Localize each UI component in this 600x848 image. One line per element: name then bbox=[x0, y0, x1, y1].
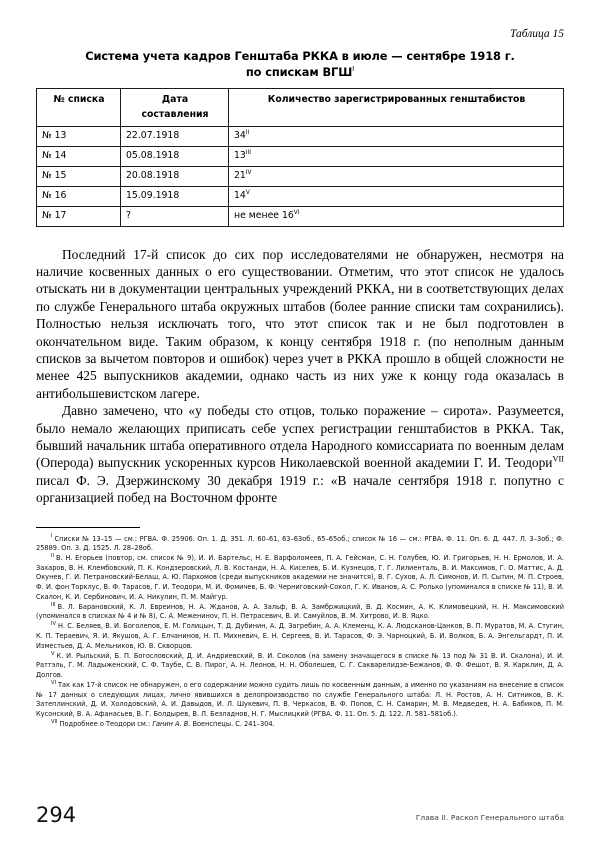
footnote-text: К. И. Рыльский, Б. П. Богословский, Д. И. Андриевский, В. И. Соколов (на замену значащегося в списке № 13 под № 31 В. И. Скалона), И. И. Раттэль, Г. М. Ладыженский, С. Ф. Таубе, С. В. Пирог, А. Н. Леонов, Н. Н. Оболешев, С. Г. Сакварелидзе-Бежанов, Ф. Ф. Фешот, В. Я. Карклин, Д. А. Долгов. bbox=[36, 651, 564, 679]
table-title-line-1: Система учета кадров Генштаба РККА в июле — сентябре 1918 г. bbox=[85, 48, 515, 63]
footnote-separator-rule bbox=[36, 527, 140, 528]
footnote-text: В. Л. Барановский, К. Л. Евреинов, Н. А. Жданов, А. А. Зальф, В. А. Замбржицкий, В. Д. Космин, А. К. Климовецкий, Н. Н. Максимовский (упоминался в списках № 4 и № 8), С. А. Межениноv, П. Н. Петрасевич, В. И. Самуйлов, В. М. Хитрово, И. В. Яцко. bbox=[36, 602, 564, 621]
footnote-iii bbox=[36, 603, 564, 622]
running-head: Глава II. Раскол Генерального штаба bbox=[415, 813, 564, 822]
footnote-marker-ii[interactable]: II bbox=[245, 129, 250, 136]
table-row bbox=[37, 146, 564, 166]
table-row bbox=[37, 166, 564, 186]
footnote-text: Списки № 13–15 — см.: РГВА. Ф. 25906. Оп. 1. Д. 351. Л. 60–61, 63–63об., 65–65об.; список № 16 — см.: РГВА. Ф. 11. Оп. 6. Д. 447. Л. 3–3об.; Ф. 25889. Оп. 3. Д. 1525. Л. 28–28об. bbox=[36, 534, 564, 553]
cell-list-number: № 13 bbox=[37, 126, 121, 146]
paragraph-2-part-2: писал Ф. Э. Дзержинскому 30 декабря 1919 г.: «В начале сентября 1918 г. попутно с организацией побед на Восточном фронте bbox=[36, 472, 564, 506]
footnote-marker: V bbox=[51, 650, 55, 657]
footnote-text-after: Военспецы. С. 241–304. bbox=[190, 719, 275, 728]
footnote-marker: II bbox=[51, 553, 55, 560]
footnote-marker-v[interactable]: V bbox=[245, 189, 250, 196]
cell-date: 15.09.1918 bbox=[121, 186, 229, 206]
column-header-list-number: № списка bbox=[37, 88, 121, 126]
paragraph-2-part-1: Давно замечено, что «у победы сто отцов, только поражение – сирота». Разумеется, было немало желающих приписать себе успех регистрации генштабистов в РККА. Так, бывший начальник штаба оперативного отдела Народного комиссариата по военным делам (Оперода) выпускник ускоренных курсов Николаевской военной академии Г. И. Теодори bbox=[36, 403, 564, 471]
column-header-date bbox=[121, 88, 229, 126]
table-header-row bbox=[37, 88, 564, 126]
footnote-marker: I bbox=[51, 533, 53, 540]
footnotes-block bbox=[36, 535, 564, 730]
column-header-count: Количество зарегистрированных генштабистов bbox=[229, 88, 564, 126]
cell-list-number: № 16 bbox=[37, 186, 121, 206]
footnote-marker-vi[interactable]: VI bbox=[293, 209, 300, 216]
cell-count: не менее 16$^{VI}$ bbox=[229, 206, 564, 226]
footnote-marker: III bbox=[51, 601, 56, 608]
footnote-marker: IV bbox=[51, 621, 57, 628]
footnote-text: В. Н. Егорьев (повтор, см. список № 9), И. И. Бартельс, Н. Е. Варфоломеев, П. А. Гейсман, С. Н. Голубев, Ю. И. Григорьев, Н. Н. Ермолов, И. А. Захаров, В. Н. Клембовский, П. К. Кондзеровский, Л. В. Костанди, Н. А. Киселев, Б. И. Кузнецов, Г. Г. Лилиенталь, В. И. Максимов, Г. О. Маттис, А. Д. Окунев, Г. И. Петрановский-Белаш, А. Ю. Пархомов (среди выпускников академии не значится), В. Г. Сухов, А. Л. Симонов, И. П. Сытин, М. П. Строев, Ф. И. фон Торклус, В. Ф. Тарасов, Г. И. Теодори, М. И. Фомичев, Б. Ф. Черниговский-Сокол, Г. К. Иванов, А. С. Ролько (упоминался в списке № 11), В. И. Скалон, К. И. Сербинович, И. А. Никулин, П. М. Майгур. bbox=[36, 554, 564, 601]
footnote-iv bbox=[36, 622, 564, 651]
footnote-text: Н. С. Беляев, В. И. Боголепов, Е. М. Голицын, Т. Д. Дубинин, А. Д. Загребин, А. А. Клеменц, К. А. Людсканов-Цанков, В. П. Муратов, М. А. Стугин, К. П. Тераевич, Я. И. Якушов, А. Г. Елчанинов, Н. П. Михневич, Е. Н. Сергеев, В. И. Тарасов, Ф. Э. Чарноцкий, Б. И. Волков, Б. А. Энгельгардт, П. И. Изместьев, Д. А. Мельников, Ю. В. Скворцов. bbox=[36, 622, 564, 650]
cell-date: 20.08.1918 bbox=[121, 166, 229, 186]
paragraph-2 bbox=[36, 402, 564, 506]
footnote-author-italic: Ганин А. В. bbox=[152, 719, 191, 728]
table-number-label: Таблица 15 bbox=[509, 28, 564, 40]
column-header-date-line-2: составления bbox=[141, 109, 209, 121]
footnote-vii bbox=[36, 720, 564, 730]
table-title-line-2: по спискам ВГШ$^I$ bbox=[245, 64, 355, 80]
paragraph-1: Последний 17-й список до сих пор исследователями не обнаружен, несмотря на наличие косвенных данных о его существовании. Отметим, что этот список не удалось отыскать ни в документации центральных учреждений РККА, ни в соответствующих делах по службе Генерального штаба окружных штабов (более ранние списки там сохранились). Полностью нельзя исключать того, что этот список так и не был подготовлен в окончательном виде. Таким образом, к концу сентября 1918 г. (по неполным данным списков за вычетом повторов и ошибок) через учет в РККА прошло в общей сложности не менее 425 выпускников академии, однако часть из них уже к концу года оказалась в антибольшевистском лагере. bbox=[36, 246, 564, 401]
registration-table bbox=[36, 88, 564, 227]
cell-count: 14$^V$ bbox=[229, 186, 564, 206]
footnote-marker-vii[interactable]: VII bbox=[552, 454, 564, 464]
page-number: 294 bbox=[36, 803, 77, 827]
cell-date: ? bbox=[121, 206, 229, 226]
cell-list-number: № 17 bbox=[37, 206, 121, 226]
footnote-i bbox=[36, 535, 564, 554]
cell-list-number: № 15 bbox=[37, 166, 121, 186]
cell-date: 22.07.1918 bbox=[121, 126, 229, 146]
column-header-date-line-1: Дата bbox=[161, 93, 189, 105]
table-row bbox=[37, 126, 564, 146]
footnote-marker: VII bbox=[51, 718, 58, 725]
table-title bbox=[36, 48, 564, 81]
footnote-marker-i[interactable]: I bbox=[352, 64, 355, 74]
footnote-text: Так как 17-й список не обнаружен, о его содержании можно судить лишь по косвенным данным, а именно по указаниям на внесение в список № 17 данных о следующих лицах, лично явившихся в делопроизводство по службе Генерального штаба: Л. Н. Ростов, А. Н. Ситников, В. К. Затеплинский, Д. И. Холодовский, А. И. Давыдов, И. Л. Шукевич, П. В. Черкасов, В. Ф. Попов, С. Н. Самарин, М. В. Медведев, Н. А. Бабиков, П. М. Кусонский, В. А. Афанасьев, В. Г. Болдырев, В. Л. Безладнов, Н. Г. Мыслицкий (РГВА. Ф. 11. Оп. 5. Д. 122. Л. 581–581об.). bbox=[36, 681, 564, 718]
page-content bbox=[36, 28, 564, 729]
table-body bbox=[37, 126, 564, 226]
cell-count: 13$^{III}$ bbox=[229, 146, 564, 166]
table-row bbox=[37, 186, 564, 206]
cell-count: 21$^{IV}$ bbox=[229, 166, 564, 186]
footnote-marker-iii[interactable]: III bbox=[245, 149, 251, 156]
body-text bbox=[36, 246, 564, 507]
footnote-vi bbox=[36, 681, 564, 719]
footnote-ii bbox=[36, 554, 564, 602]
cell-count: 34$^{II}$ bbox=[229, 126, 564, 146]
footnote-v bbox=[36, 652, 564, 681]
page-footer bbox=[36, 800, 564, 826]
footnote-marker-iv[interactable]: IV bbox=[245, 169, 252, 176]
table-header bbox=[37, 88, 564, 126]
cell-list-number: № 14 bbox=[37, 146, 121, 166]
cell-date: 05.08.1918 bbox=[121, 146, 229, 166]
footnote-marker: VI bbox=[51, 679, 57, 686]
footnote-text-before: Подробнее о Теодори см.: bbox=[59, 719, 153, 728]
table-row bbox=[37, 206, 564, 226]
